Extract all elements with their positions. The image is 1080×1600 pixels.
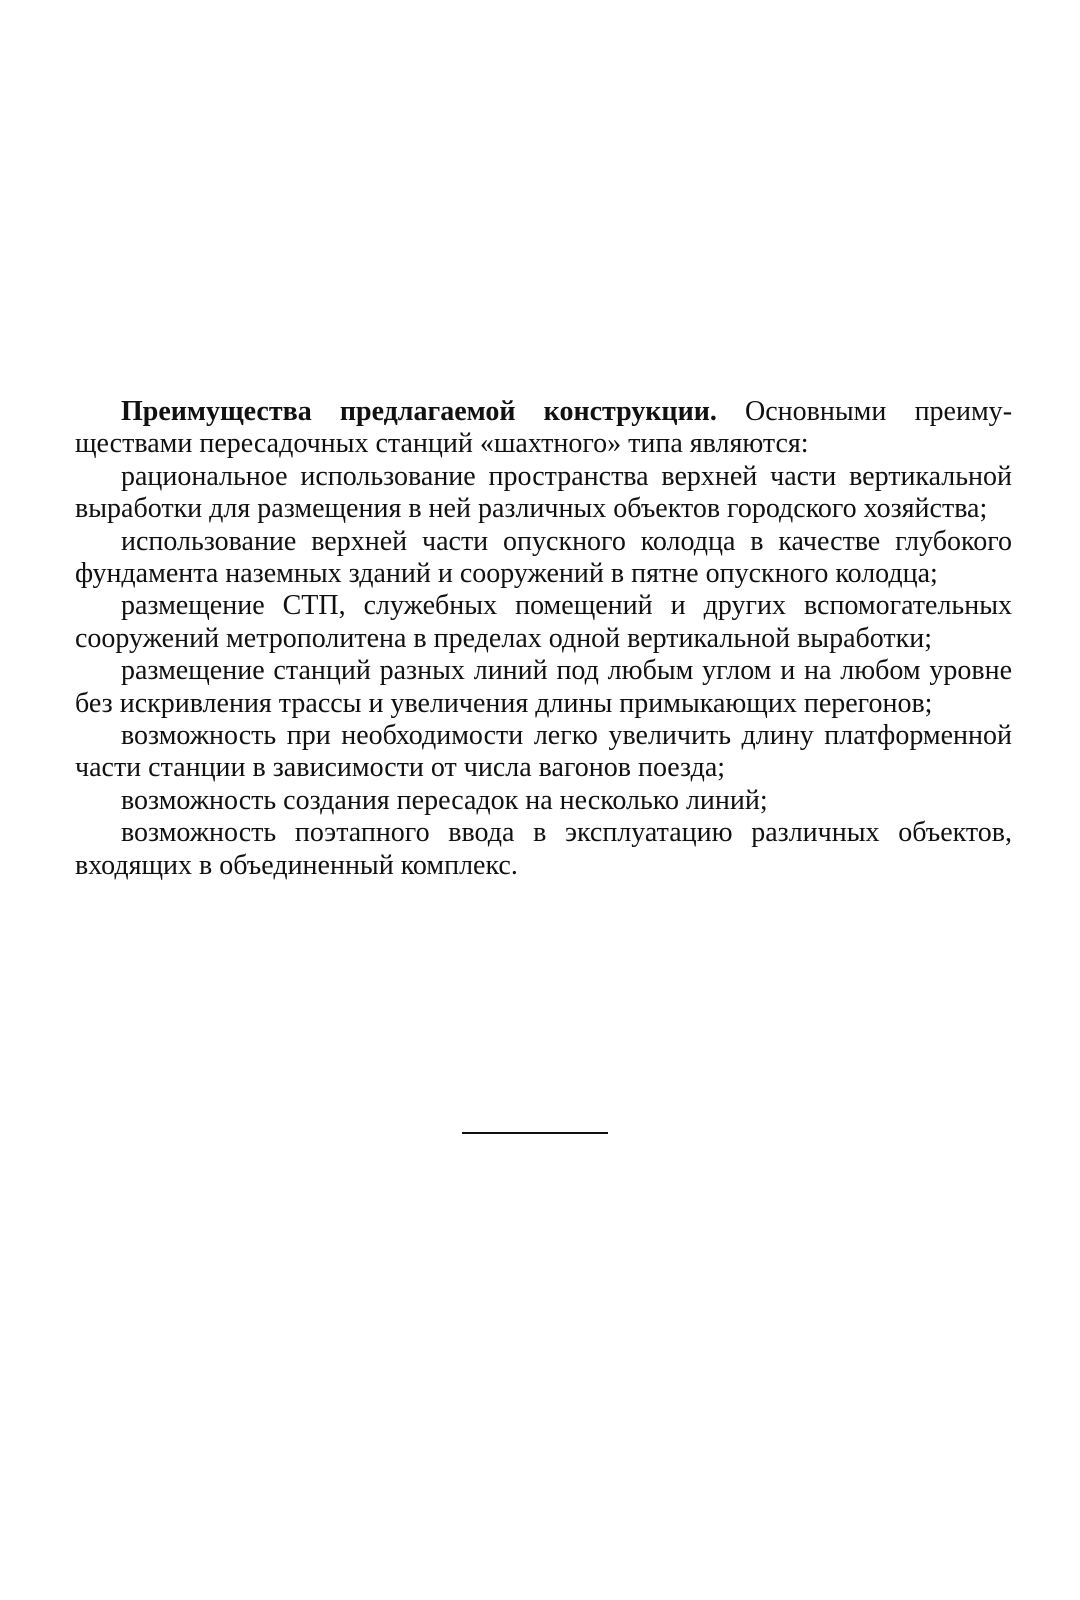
- lead-title: Преимущества предлагаемой конструкции.: [121, 396, 717, 427]
- text-block: [75, 396, 1012, 882]
- list-item: возможность поэтапного ввода в эксплуатацию различных объектов, входящих в объединенный комплекс.: [75, 817, 1012, 881]
- list-item: использование верхней части опускного колодца в качестве глубокого фундамента наземных зданий и сооружений в пятне опускного колодца;: [75, 525, 1012, 590]
- section-divider: [462, 1132, 608, 1134]
- list-item: размещение СТП, служебных помещений и других вспомогательных сооружений метрополитена в пределах одной вертикальной выработки;: [75, 590, 1012, 654]
- list-item: размещение станций разных линий под любым углом и на любом уровне без искривления трассы и увеличения длины примыкающих перегонов;: [75, 655, 1012, 719]
- list-item: рациональное использование пространства верхней части вертикальной выработки для размещения в ней различных объектов городского хозяйства;: [75, 460, 1012, 525]
- intro-paragraph: [75, 396, 1012, 461]
- intro-text: Основными преимуществами пересадочных станций «шахтного» типа являются:: [75, 396, 1013, 460]
- list-item: возможность создания пересадок на несколько линий;: [121, 784, 768, 816]
- list-item: возможность при необходимости легко увеличить длину платформенной части станции в зависимости от числа вагонов поезда;: [75, 720, 1012, 784]
